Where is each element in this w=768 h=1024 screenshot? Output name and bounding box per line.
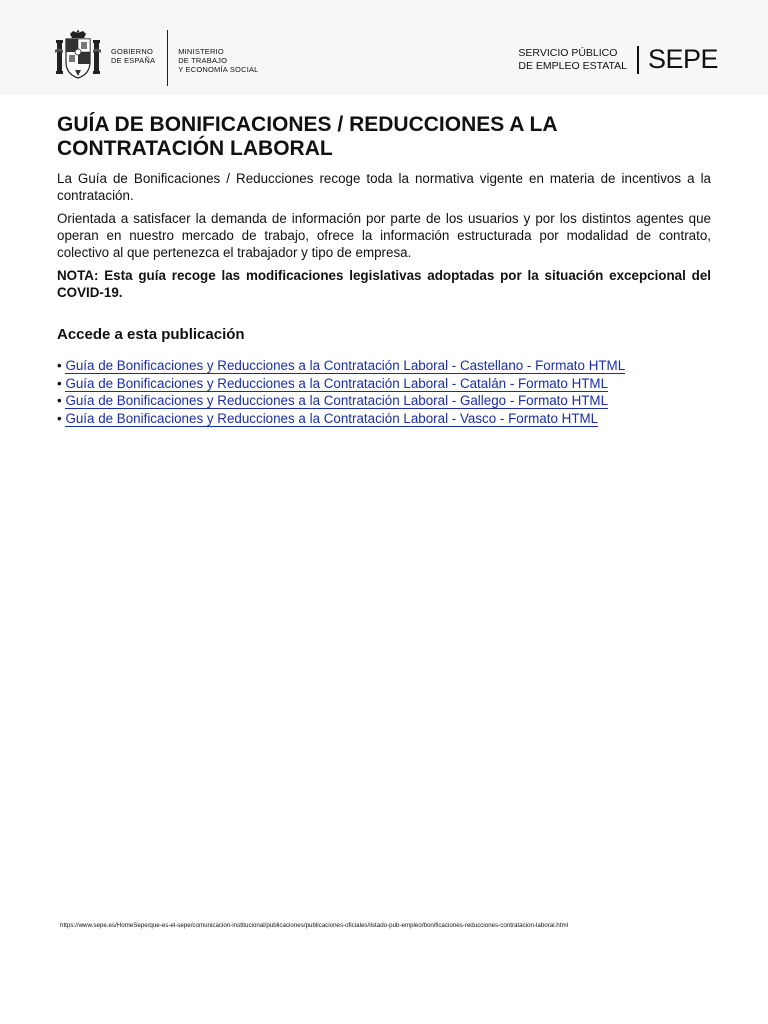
list-item [57, 392, 711, 410]
government-line: GOBIERNO [111, 47, 154, 56]
ministry-line: MINISTERIO [178, 47, 224, 56]
bullet: • [57, 393, 62, 408]
sepe-name-line: DE EMPLEO ESTATAL [518, 59, 627, 72]
ministry-name [178, 47, 258, 74]
publication-list [57, 357, 711, 427]
government-line: DE ESPAÑA [111, 56, 156, 65]
link-vasco[interactable]: Guía de Bonificaciones y Reducciones a la Contratación Laboral - Vasco - Formato HTML [65, 410, 599, 426]
ministry-line: Y ECONOMÍA SOCIAL [178, 65, 259, 74]
government-name [111, 47, 155, 65]
sepe-acronym: SEPE [647, 44, 718, 74]
page-title [57, 113, 711, 161]
bullet: • [57, 375, 62, 391]
bullet: • [57, 410, 62, 426]
page-title-line: CONTRATACIÓN LABORAL [57, 137, 333, 160]
page-title-line: GUÍA DE BONIFICACIONES / REDUCCIONES A LA [57, 113, 558, 136]
sepe-full-name [518, 47, 627, 73]
publication-heading: Accede a esta publicación [57, 326, 245, 343]
sepe-name-line: SERVICIO PÚBLICO [518, 46, 618, 59]
list-item [57, 357, 711, 375]
footer-url: https://www.sepe.es/HomeSepe/que-es-el-sepe/comunicacion-institucional/publicaciones/publicaciones-oficiales/listado-pub-empleo/bonificaciones-reducciones-contratacion-laboral.html [60, 922, 568, 929]
sepe-divider [637, 46, 639, 74]
coat-of-arms-icon [55, 30, 101, 80]
ministry-line: DE TRABAJO [178, 56, 228, 65]
intro-paragraph: La Guía de Bonificaciones / Reducciones recoge toda la normativa vigente en materia de incentivos a la contratación. [57, 171, 711, 203]
logo-divider [167, 30, 168, 86]
list-item [57, 375, 711, 393]
purpose-paragraph: Orientada a satisfacer la demanda de información por parte de los usuarios y por los distintos agentes que operan en nuestro mercado de trabajo, ofrece la información estructurada por modalidad de contrato, colectivo al que pertenezca el trabajador y tipo de empresa. [57, 211, 711, 260]
link-gallego[interactable]: Guía de Bonificaciones y Reducciones a la Contratación Laboral - Gallego - Formato HTML [65, 393, 609, 408]
covid-note: NOTA: Esta guía recoge las modificaciones legislativas adoptadas por la situación excepcional del COVID-19. [57, 268, 711, 300]
government-logo [55, 30, 259, 86]
sepe-logo [518, 44, 718, 75]
list-item [57, 410, 711, 428]
bullet: • [57, 358, 62, 373]
link-castellano[interactable]: Guía de Bonificaciones y Reducciones a la Contratación Laboral - Castellano - Formato HTML [65, 358, 626, 373]
link-catalan[interactable]: Guía de Bonificaciones y Reducciones a la Contratación Laboral - Catalán - Formato HTML [65, 375, 609, 391]
main-content [57, 113, 711, 427]
